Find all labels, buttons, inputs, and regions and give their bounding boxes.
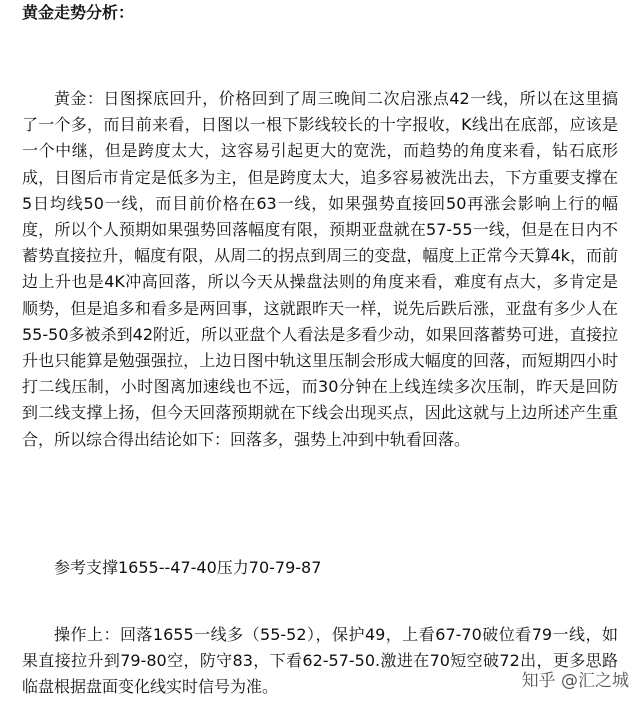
operation-paragraph: 操作上：回落1655一线多（55-52），保护49，上看67-70破位看79一线，如果直接拉升到79-80空，防守83，下看62-57-50.激进在70短空破72出，更多思路临盘根据盘面变化线实时信号为准。 <box>22 625 618 697</box>
zhihu-watermark: 知乎 @汇之城 <box>521 671 629 691</box>
analysis-paragraph: 黄金：日图探底回升，价格回到了周三晚间二次启涨点42一线，所以在这里搞了一个多，而目前来看，日图以一根下影线较长的十字报收，K线出在底部，应该是一个中继，但是跨度太大，这容易引起更大的宽洗，而趋势的角度来看，钻石底形成，日图后市肯定是低多为主，但是跨度太大，追多容易被洗出去，下方重要支撑在5日均线50一线，而目前价格在63一线，如果强势直接回50再涨会影响上行的幅度，所以个人预期如果强势回落幅度有限，预期亚盘就在57-55一线，但是在日内不蓄势直接拉升，幅度有限，从周二的拐点到周三的变盘，幅度上正常今天算4k，而前边上升也是4K冲高回落，所以今天从操盘法则的角度来看，难度有点大，多肯定是顺势，但是追多和看多是两回事，这就跟昨天一样，说先后跌后涨，亚盘有多少人在55-50多被杀到42附近，所以亚盘个人看法是多看少动，如果回落蓄势可进，直接拉升也只能算是勉强强拉，上边日图中轨这里压制会形成大幅度的回落，而短期四小时打二线压制，小时图离加速线也不远，而30分钟在上线连续多次压制，昨天是回防到二线支撑上扬，但今天回落预期就在下线会出现买点，因此这就与上边所述产生重合，所以综合得出结论如下：回落多，强势上冲到中轨看回落。 <box>22 89 618 449</box>
article-title: 黄金走势分析： <box>22 3 135 22</box>
support-resistance-paragraph: 参考支撑1655--47-40压力70-79-87 <box>54 558 322 577</box>
